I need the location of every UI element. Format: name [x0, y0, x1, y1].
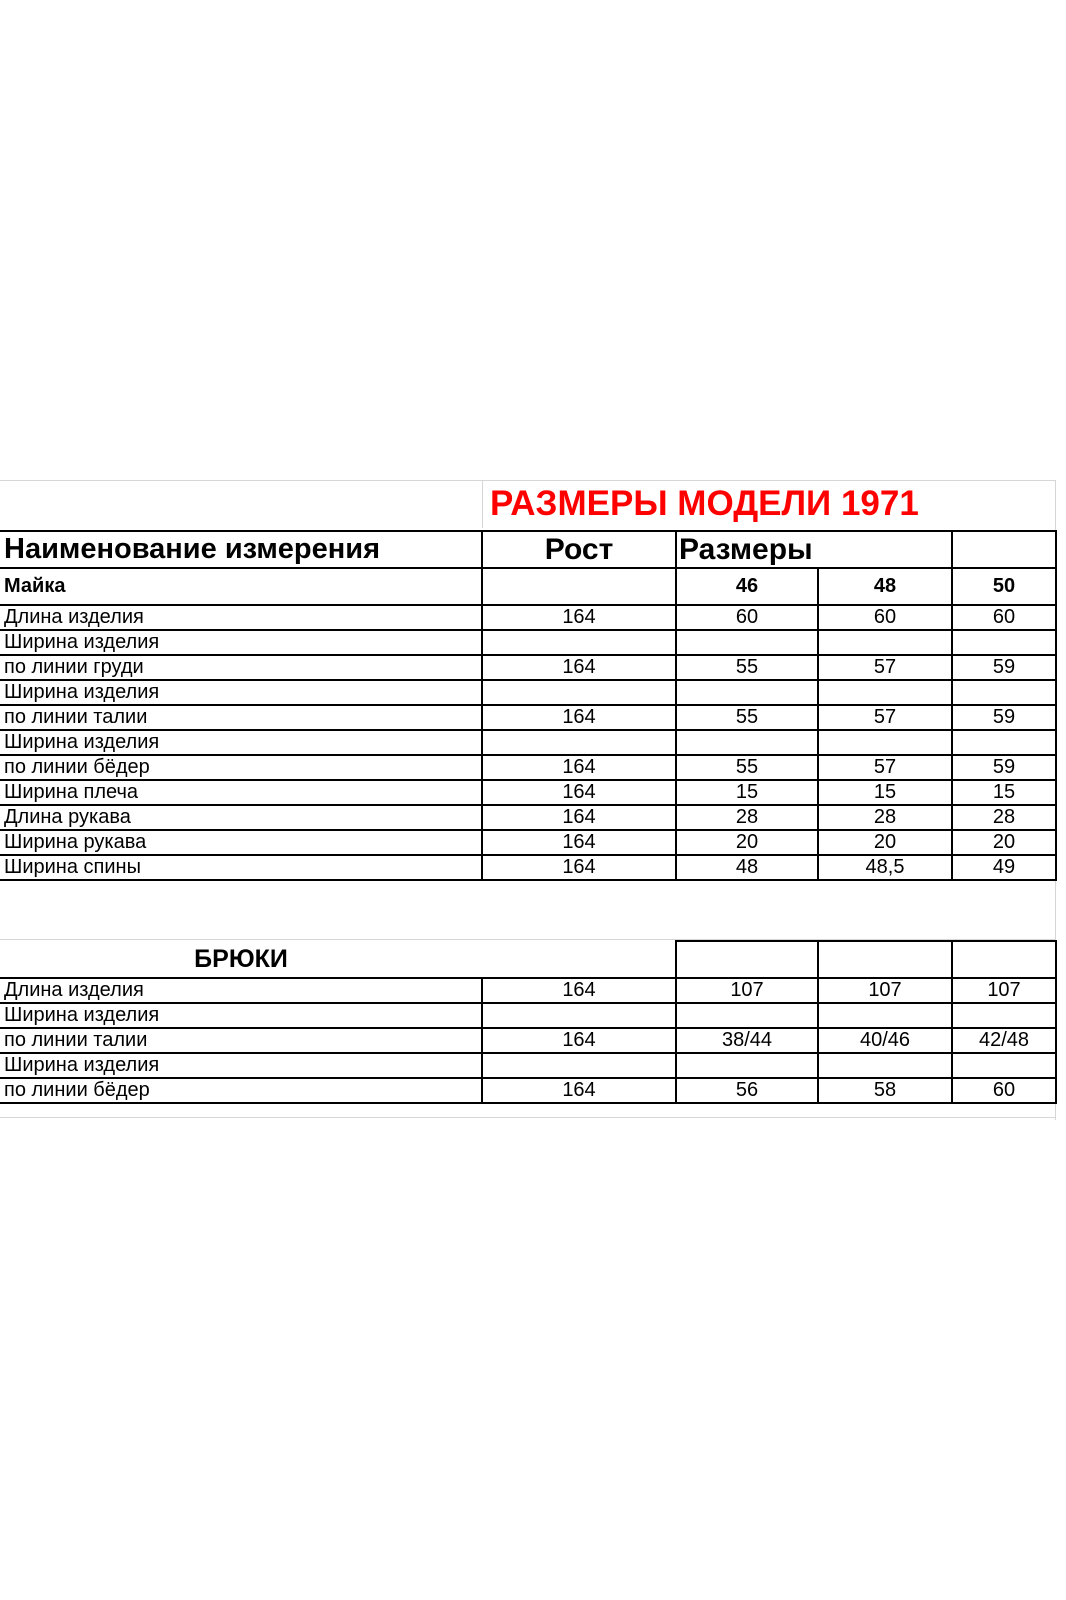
size-chart-sheet [0, 480, 1066, 1120]
row-height [482, 630, 676, 655]
header-sizes-col: Размеры [676, 531, 818, 568]
table-row [0, 780, 1056, 805]
row-value: 20 [676, 830, 818, 855]
row-height: 164 [482, 830, 676, 855]
empty-cell [676, 941, 818, 978]
row-label: Ширина изделия [0, 730, 482, 755]
table-row [0, 978, 1056, 1003]
row-value [818, 1003, 952, 1028]
row-value [676, 1053, 818, 1078]
table-row [0, 1003, 1056, 1028]
table-row [0, 705, 1056, 730]
row-value: 57 [818, 655, 952, 680]
row-height [482, 680, 676, 705]
row-label: по линии бёдер [0, 1078, 482, 1103]
empty-cell [482, 941, 676, 978]
section-title-tank-top: Майка [0, 568, 482, 605]
table-row [0, 1053, 1056, 1078]
row-label: Ширина спины [0, 855, 482, 880]
row-value: 60 [952, 605, 1056, 630]
sheet-gridline [0, 1117, 1056, 1118]
row-value: 60 [952, 1078, 1056, 1103]
row-value: 59 [952, 755, 1056, 780]
row-value: 56 [676, 1078, 818, 1103]
row-height: 164 [482, 805, 676, 830]
size-46: 46 [676, 568, 818, 605]
row-height: 164 [482, 855, 676, 880]
empty-cell [818, 941, 952, 978]
page-title: РАЗМЕРЫ МОДЕЛИ 1971 [490, 484, 919, 523]
row-value: 42/48 [952, 1028, 1056, 1053]
row-label: Ширина изделия [0, 680, 482, 705]
table-row [0, 1078, 1056, 1103]
row-value: 60 [818, 605, 952, 630]
row-value [952, 630, 1056, 655]
row-label: Длина рукава [0, 805, 482, 830]
row-height: 164 [482, 1028, 676, 1053]
row-height: 164 [482, 978, 676, 1003]
row-label: Ширина плеча [0, 780, 482, 805]
row-label: Длина изделия [0, 605, 482, 630]
row-height: 164 [482, 1078, 676, 1103]
row-value: 15 [818, 780, 952, 805]
row-value: 57 [818, 755, 952, 780]
row-height: 164 [482, 780, 676, 805]
table-row [0, 680, 1056, 705]
row-value [952, 730, 1056, 755]
row-value [676, 630, 818, 655]
table-row [0, 730, 1056, 755]
row-value: 57 [818, 705, 952, 730]
tank-top-size-table [0, 530, 1057, 881]
row-height: 164 [482, 655, 676, 680]
row-value [818, 630, 952, 655]
row-value: 28 [676, 805, 818, 830]
row-height: 164 [482, 705, 676, 730]
row-height [482, 1003, 676, 1028]
row-value: 107 [952, 978, 1056, 1003]
row-value [952, 1003, 1056, 1028]
table-row [0, 855, 1056, 880]
row-value: 55 [676, 755, 818, 780]
row-height: 164 [482, 755, 676, 780]
row-value: 59 [952, 655, 1056, 680]
row-value [952, 680, 1056, 705]
row-value: 107 [676, 978, 818, 1003]
row-value [676, 680, 818, 705]
row-value: 60 [676, 605, 818, 630]
row-value: 40/46 [818, 1028, 952, 1053]
size-48: 48 [818, 568, 952, 605]
sheet-gridline [482, 480, 483, 528]
row-value [676, 730, 818, 755]
header-empty-cell [952, 531, 1056, 568]
row-value [818, 730, 952, 755]
row-label: по линии бёдер [0, 755, 482, 780]
row-label: Ширина рукава [0, 830, 482, 855]
row-value: 55 [676, 705, 818, 730]
row-value: 48 [676, 855, 818, 880]
row-value [818, 1053, 952, 1078]
row-value: 58 [818, 1078, 952, 1103]
row-value: 55 [676, 655, 818, 680]
row-label: по линии груди [0, 655, 482, 680]
row-value: 20 [952, 830, 1056, 855]
table-row [0, 1028, 1056, 1053]
sheet-gridline [0, 480, 1056, 481]
row-value: 15 [952, 780, 1056, 805]
table-row [0, 630, 1056, 655]
row-label: Ширина изделия [0, 630, 482, 655]
row-label: по линии талии [0, 705, 482, 730]
row-value [676, 1003, 818, 1028]
section-title-pants: БРЮКИ [0, 941, 482, 978]
pants-size-table [0, 940, 1057, 1104]
row-value: 28 [952, 805, 1056, 830]
row-value [818, 680, 952, 705]
row-value: 107 [818, 978, 952, 1003]
row-height [482, 730, 676, 755]
row-label: Длина изделия [0, 978, 482, 1003]
row-value: 59 [952, 705, 1056, 730]
row-value: 20 [818, 830, 952, 855]
section-row-tank-top [0, 568, 1056, 605]
row-value: 28 [818, 805, 952, 830]
row-height [482, 1053, 676, 1078]
header-name-col: Наименование измерения [0, 531, 482, 568]
row-label: Ширина изделия [0, 1003, 482, 1028]
row-label: Ширина изделия [0, 1053, 482, 1078]
row-label: по линии талии [0, 1028, 482, 1053]
table-row [0, 830, 1056, 855]
header-empty-cell [818, 531, 952, 568]
table-row [0, 605, 1056, 630]
table-row [0, 755, 1056, 780]
table-row [0, 655, 1056, 680]
row-height: 164 [482, 605, 676, 630]
header-row [0, 531, 1056, 568]
header-height-col: Рост [482, 531, 676, 568]
row-value: 48,5 [818, 855, 952, 880]
table-row [0, 805, 1056, 830]
section-row-pants [0, 941, 1056, 978]
row-value: 15 [676, 780, 818, 805]
size-50: 50 [952, 568, 1056, 605]
empty-cell [952, 941, 1056, 978]
row-value: 49 [952, 855, 1056, 880]
row-value: 38/44 [676, 1028, 818, 1053]
row-value [952, 1053, 1056, 1078]
empty-cell [482, 568, 676, 605]
